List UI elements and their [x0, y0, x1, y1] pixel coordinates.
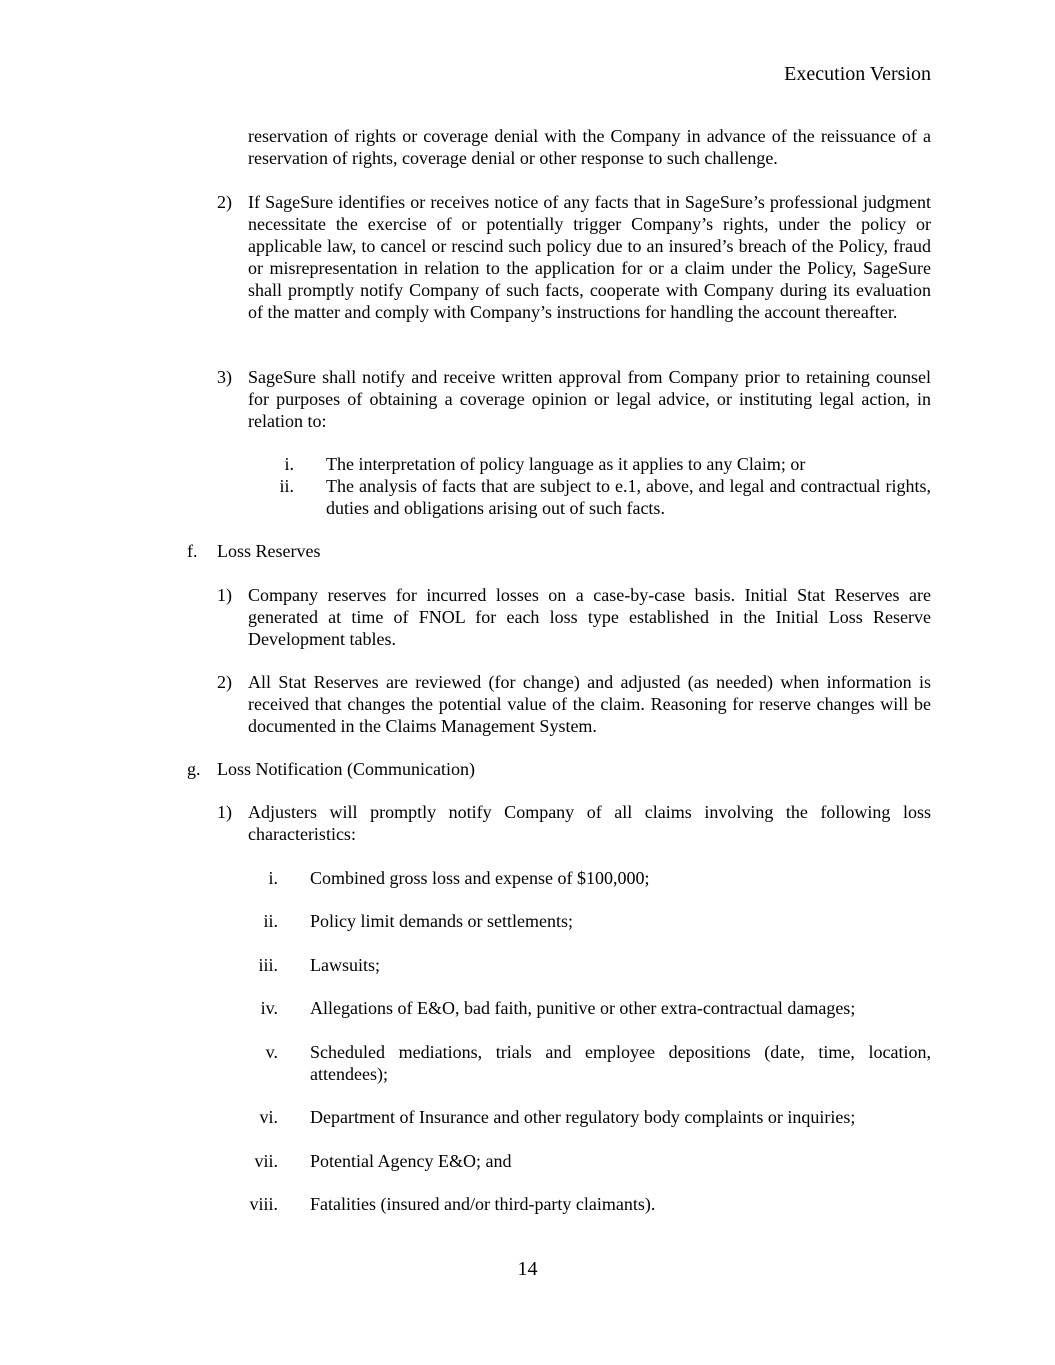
subitem-number: i.	[268, 868, 278, 888]
subitem-text: Potential Agency E&O; and	[310, 1151, 512, 1171]
item-number: 1)	[217, 802, 232, 822]
subitem-number: vii.	[254, 1151, 278, 1171]
subitem-text: Policy limit demands or settlements;	[310, 911, 573, 931]
subitem-number: ii.	[279, 476, 294, 496]
subitem-number: viii.	[249, 1194, 278, 1214]
subitem-text: Combined gross loss and expense of $100,000;	[310, 868, 650, 888]
item-number: 2)	[217, 672, 232, 692]
subitem-text: Fatalities (insured and/or third-party claimants).	[310, 1194, 656, 1214]
subitem-number: iv.	[260, 998, 278, 1018]
section-title: Loss Notification (Communication)	[217, 759, 475, 779]
item-number: 1)	[217, 585, 232, 605]
subitem-text: Scheduled mediations, trials and employee depositions (date, time, location, attendees);	[310, 1042, 931, 1084]
item-number: 2)	[217, 192, 232, 212]
subitem-number: iii.	[258, 955, 278, 975]
section-title: Loss Reserves	[217, 541, 321, 561]
page-number: 14	[517, 1258, 538, 1280]
section-letter: g.	[187, 759, 201, 779]
item-text: SageSure shall notify and receive written approval from Company prior to retaining counsel for purposes of obtaining a coverage opinion or legal advice, or instituting legal action, in relation to:	[248, 367, 931, 431]
subitem-number: v.	[265, 1042, 278, 1062]
subitem-number: i.	[284, 454, 294, 474]
item-text: Adjusters will promptly notify Company of all claims involving the following loss characteristics:	[248, 802, 931, 844]
subitem-text: Department of Insurance and other regulatory body complaints or inquiries;	[310, 1107, 856, 1127]
subitem-text: Allegations of E&O, bad faith, punitive or other extra-contractual damages;	[310, 998, 856, 1018]
item-text: If SageSure identifies or receives notice of any facts that in SageSure’s professional judgment necessitate the exercise of or potentially trigger Company’s rights, under the policy or applicable law, to cancel or rescind such policy due to an insured’s breach of the Policy, fraud or misrepresentation in relation to the application for or a claim under the Policy, SageSure shall promptly notify Company of such facts, cooperate with Company during its evaluation of the matter and comply with Company’s instructions for handling the account thereafter.	[248, 192, 931, 322]
continuation-paragraph: reservation of rights or coverage denial with the Company in advance of the reissuance of a reservation of rights, coverage denial or other response to such challenge.	[248, 126, 931, 168]
item-number: 3)	[217, 367, 232, 387]
item-text: All Stat Reserves are reviewed (for change) and adjusted (as needed) when information is received that changes the potential value of the claim. Reasoning for reserve changes will be documented in the Claims Management System.	[248, 672, 931, 736]
header-version-label: Execution Version	[784, 63, 931, 85]
item-text: Company reserves for incurred losses on a case-by-case basis. Initial Stat Reserves are generated at time of FNOL for each loss type established in the Initial Loss Reserve Development tables.	[248, 585, 931, 649]
subitem-text: The analysis of facts that are subject to e.1, above, and legal and contractual rights, duties and obligations arising out of such facts.	[326, 476, 931, 518]
subitem-number: ii.	[263, 911, 278, 931]
subitem-text: The interpretation of policy language as it applies to any Claim; or	[326, 454, 806, 474]
subitem-number: vi.	[259, 1107, 278, 1127]
section-letter: f.	[187, 541, 198, 561]
subitem-text: Lawsuits;	[310, 955, 380, 975]
